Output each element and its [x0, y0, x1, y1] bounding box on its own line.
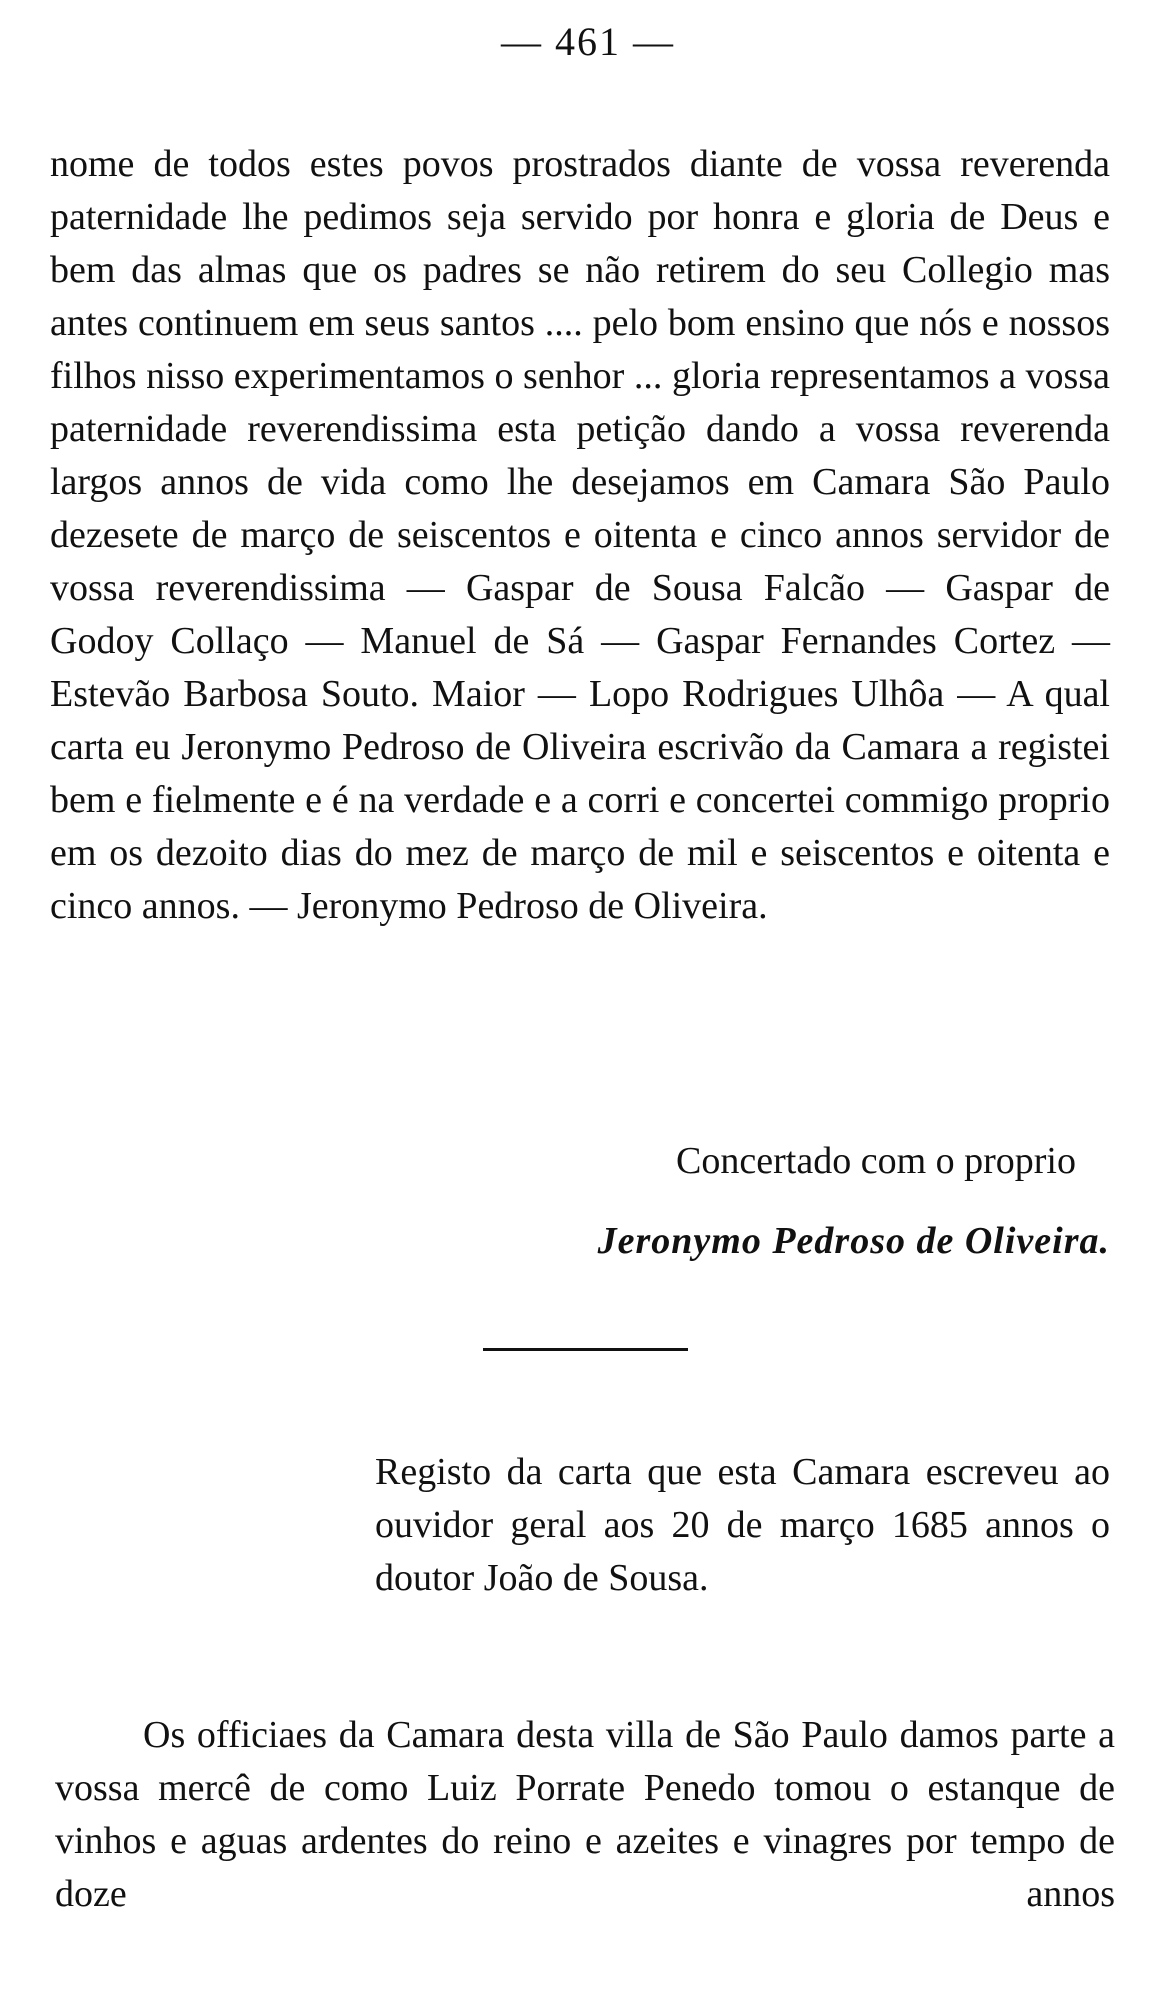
signature: Jeronymo Pedroso de Oliveira. — [597, 1220, 1110, 1262]
main-paragraph: nome de todos estes povos prostrados diante de vossa reverenda paternidade lhe pedimos seja servido por honra e gloria de Deus e bem das almas que os padres se não retirem do seu Collegio mas antes continuem em seus santos .... pelo bom ensino que nós e nossos filhos nisso experimentamos o senhor ... gloria representamos a vossa paternidade reverendissima esta petição dando a vossa reverenda largos annos de vida como lhe desejamos em Camara São Paulo dezesete de março de seiscentos e oitenta e cinco annos servidor de vossa reverendissima — Gaspar de Sousa Falcão — Gaspar de Godoy Collaço — Manuel de Sá — Gaspar Fernandes Cortez — Estevão Barbosa Souto. Maior — Lopo Rodrigues Ulhôa — A qual carta eu Jeronymo Pedroso de Oliveira escrivão da Camara a registei bem e fielmente e é na verdade e a corri e concertei commigo proprio em os dezoito dias do mez de março de mil e seiscentos e oitenta e cinco annos. — Jeronymo Pedroso de Oliveira. — [50, 143, 1110, 927]
letter-opening-paragraph: Os officiaes da Camara desta villa de São Paulo damos parte a vossa mercê de como Luiz Porrate Penedo tomou o estanque de vinhos e aguas ardentes do reino e azeites e vinagres por tempo de doze annos — [55, 1714, 1115, 1915]
closing-line: Concertado com o proprio — [676, 1140, 1076, 1182]
section-separator — [483, 1348, 688, 1351]
page-number: — 461 — — [501, 19, 675, 64]
register-heading: Registo da carta que esta Camara escreveu ao ouvidor geral aos 20 de março 1685 annos o doutor João de Sousa. — [375, 1451, 1110, 1599]
